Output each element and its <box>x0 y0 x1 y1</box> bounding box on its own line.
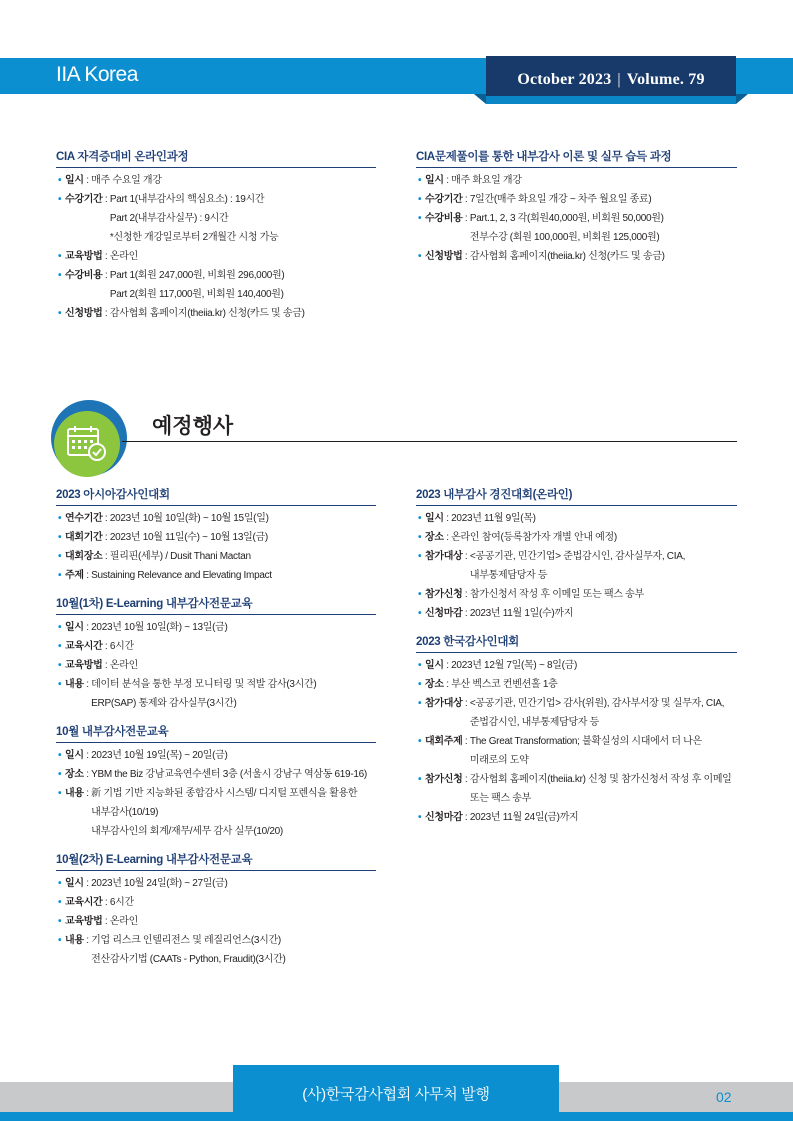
info-colon: : <box>443 660 452 671</box>
info-label: 참가대상 <box>425 698 463 709</box>
info-value <box>470 732 702 770</box>
info-colon: : <box>462 736 470 747</box>
info-value <box>451 656 577 675</box>
info-line: 6시간 <box>109 641 134 652</box>
info-label: 참가신청 <box>425 589 463 600</box>
info-line: *신청한 개강일로부터 2개월간 시청 가능 <box>109 232 279 243</box>
info-colon: : <box>83 679 92 690</box>
block-title: CIA문제풀이를 통한 내부감사 이론 및 실무 습득 과정 <box>416 149 737 168</box>
info-colon: : <box>462 213 470 224</box>
info-row <box>416 247 737 266</box>
info-line: Part 2(내부감사실무) : 9시간 <box>109 213 229 224</box>
info-line: 2023년 11월 24일(금)까지 <box>469 812 579 823</box>
bullet-icon: • <box>418 194 422 205</box>
info-line: <공공기관, 민간기업> 감사(위원), 감사부서장 및 실무자, CIA, <box>469 698 725 709</box>
bullet-icon: • <box>58 175 62 186</box>
info-row <box>56 931 376 969</box>
info-colon: : <box>102 308 110 319</box>
bullet-icon: • <box>58 769 62 780</box>
info-line: 2023년 11월 1일(수)까지 <box>469 608 574 619</box>
info-line: 6시간 <box>109 897 134 908</box>
info-colon: : <box>102 916 110 927</box>
info-label: 일시 <box>65 175 84 186</box>
issue-date: October 2023 <box>517 71 612 88</box>
bullet-icon: • <box>58 251 62 262</box>
bullet-icon: • <box>418 213 422 224</box>
info-value <box>91 765 367 784</box>
info-label: 주제 <box>65 570 84 581</box>
info-value <box>470 770 732 808</box>
info-value <box>110 893 134 912</box>
info-label: 수강기간 <box>65 194 103 205</box>
info-row <box>56 190 376 247</box>
info-line: 내부감사인의 회계/재무/세무 감사 실무(10/20) <box>91 826 283 837</box>
info-value <box>451 171 521 190</box>
bullet-icon: • <box>418 774 422 785</box>
info-colon: : <box>462 589 470 600</box>
info-value <box>470 209 664 247</box>
info-line: 또는 팩스 송부 <box>469 793 532 804</box>
publisher-box <box>233 1065 559 1121</box>
bullet-icon: • <box>58 532 62 543</box>
info-colon: : <box>443 175 452 186</box>
info-colon: : <box>102 270 110 281</box>
info-colon: : <box>83 788 92 799</box>
bullet-icon: • <box>418 551 422 562</box>
bullet-icon: • <box>418 679 422 690</box>
bullet-icon: • <box>418 513 422 524</box>
info-colon: : <box>443 679 452 690</box>
info-line: 미래로의 도약 <box>469 755 529 766</box>
bullet-icon: • <box>58 878 62 889</box>
info-label: 신청방법 <box>65 308 103 319</box>
info-row <box>416 770 737 808</box>
info-line: 2023년 11월 9일(목) <box>451 513 536 524</box>
info-label: 일시 <box>65 878 84 889</box>
info-row <box>56 171 376 190</box>
info-line: 감사협회 홈페이지(theiia.kr) 신청(카드 및 송금) <box>109 308 305 319</box>
info-line: 2023년 10월 10일(화) ~ 13일(금) <box>91 622 228 633</box>
info-colon: : <box>462 698 470 709</box>
info-line: 전부수강 (회원 100,000원, 비회원 125,000원) <box>469 232 660 243</box>
info-row <box>416 604 737 623</box>
info-line: 온라인 <box>109 251 138 262</box>
bullet-icon: • <box>418 589 422 600</box>
bullet-icon: • <box>58 513 62 524</box>
bullet-icon: • <box>58 570 62 581</box>
info-row <box>416 209 737 247</box>
info-label: 대회주제 <box>425 736 463 747</box>
info-row <box>56 547 376 566</box>
info-line: Part.1, 2, 3 각(회원40,000원, 비회원 50,000원) <box>469 213 664 224</box>
info-row <box>416 656 737 675</box>
info-row <box>416 732 737 770</box>
info-line: 감사협회 홈페이지(theiia.kr) 신청(카드 및 송금) <box>469 251 665 262</box>
info-line: 新 기법 기반 지능화된 종합감사 시스템/ 디지털 포렌식을 활용한 <box>91 788 358 799</box>
info-line: 2023년 10월 11일(수) ~ 10월 13일(금) <box>109 532 268 543</box>
publisher-text: (사)한국감사협회 사무처 발행 <box>302 1085 490 1103</box>
info-value <box>110 247 138 266</box>
info-line: 참가신청서 작성 후 이메일 또는 팩스 송부 <box>469 589 644 600</box>
info-line: ERP(SAP) 통제와 감사실무(3시간) <box>91 698 237 709</box>
info-row <box>416 808 737 827</box>
info-line: 2023년 10월 19일(목) ~ 20일(금) <box>91 750 228 761</box>
info-value <box>470 585 644 604</box>
info-value <box>470 247 665 266</box>
info-row <box>416 171 737 190</box>
info-line: 필리핀(세부) / Dusit Thani Mactan <box>109 551 251 562</box>
info-line: 온라인 <box>109 916 138 927</box>
info-label: 내용 <box>65 788 84 799</box>
event-block <box>416 634 737 827</box>
info-line: 준법감시인, 내부통제담당자 등 <box>469 717 600 728</box>
info-row <box>416 190 737 209</box>
info-value <box>110 304 305 323</box>
bullet-icon: • <box>418 251 422 262</box>
info-row <box>56 304 376 323</box>
events-right-column <box>416 487 737 827</box>
info-line: 온라인 <box>109 660 138 671</box>
info-line: The Great Transformation; 불확실성의 시대에서 더 나은 <box>469 736 702 747</box>
info-label: 일시 <box>65 622 84 633</box>
info-label: 참가신청 <box>425 774 463 785</box>
info-row <box>416 675 737 694</box>
info-value <box>451 528 617 547</box>
info-row <box>56 528 376 547</box>
info-label: 일시 <box>425 175 444 186</box>
block-title: 10월 내부감사전문교육 <box>56 724 376 743</box>
info-value <box>91 675 316 713</box>
page-number: 02 <box>716 1089 732 1105</box>
bullet-icon: • <box>58 194 62 205</box>
info-colon: : <box>462 774 470 785</box>
info-line: 부산 벡스코 컨벤션홀 1층 <box>451 679 558 690</box>
info-label: 일시 <box>425 660 444 671</box>
block-title: CIA 자격증대비 온라인과정 <box>56 149 376 168</box>
block-title: 2023 한국감사인대회 <box>416 634 737 653</box>
info-line: Part 1(내부감사의 핵심요소) : 19시간 <box>109 194 265 205</box>
info-colon: : <box>462 194 470 205</box>
info-value <box>470 190 652 209</box>
logo: IIA Korea <box>56 63 138 86</box>
info-value <box>110 656 138 675</box>
bullet-icon: • <box>58 551 62 562</box>
info-value <box>451 675 557 694</box>
info-row <box>56 247 376 266</box>
info-row <box>416 694 737 732</box>
block-title: 10월(1차) E-Learning 내부감사전문교육 <box>56 596 376 615</box>
info-line: 2023년 10월 24일(화) ~ 27일(금) <box>91 878 228 889</box>
info-colon: : <box>83 622 92 633</box>
info-row <box>56 912 376 931</box>
info-line: 내부감사(10/19) <box>91 807 159 818</box>
info-colon: : <box>443 513 452 524</box>
info-row <box>56 746 376 765</box>
info-value <box>110 190 279 247</box>
issue-volume: Volume. 79 <box>626 71 705 88</box>
info-label: 신청마감 <box>425 608 463 619</box>
info-line: 온라인 참여(등록참가자 개별 안내 예정) <box>451 532 617 543</box>
info-row <box>56 266 376 304</box>
bullet-icon: • <box>58 622 62 633</box>
info-row <box>416 585 737 604</box>
info-colon: : <box>443 532 452 543</box>
bullet-icon: • <box>418 532 422 543</box>
info-value <box>91 931 285 969</box>
info-line: 매주 수요일 개강 <box>91 175 162 186</box>
info-line: 감사협회 홈페이지(theiia.kr) 신청 및 참가신청서 작성 후 이메일 <box>469 774 732 785</box>
event-block <box>56 852 376 969</box>
info-label: 내용 <box>65 935 84 946</box>
info-row <box>56 566 376 585</box>
info-row <box>56 637 376 656</box>
info-colon: : <box>102 513 110 524</box>
info-line: 기업 리스크 인텔리전스 및 레질리언스(3시간) <box>91 935 281 946</box>
fold-left <box>474 94 486 104</box>
info-value <box>91 566 272 585</box>
bullet-icon: • <box>418 175 422 186</box>
calendar-check-icon <box>64 423 108 463</box>
issue-label <box>486 56 736 104</box>
info-line: 전산감사기법 (CAATs - Python, Fraudit)(3시간) <box>91 954 286 965</box>
info-value <box>110 528 268 547</box>
info-line: 내부통제담당자 등 <box>469 570 548 581</box>
info-colon: : <box>102 551 110 562</box>
info-label: 장소 <box>425 679 444 690</box>
bullet-icon: • <box>418 812 422 823</box>
info-colon: : <box>102 532 110 543</box>
info-line: 데이터 분석을 통한 부정 모니터링 및 적발 감사(3시간) <box>91 679 317 690</box>
info-label: 신청마감 <box>425 812 463 823</box>
info-label: 대회장소 <box>65 551 103 562</box>
block-title: 2023 내부감사 경진대회(온라인) <box>416 487 737 506</box>
bullet-icon: • <box>418 608 422 619</box>
bullet-icon: • <box>58 641 62 652</box>
info-colon: : <box>102 194 110 205</box>
info-label: 수강기간 <box>425 194 463 205</box>
info-value <box>110 637 134 656</box>
info-line: Part 1(회원 247,000원, 비회원 296,000원) <box>109 270 285 281</box>
info-row <box>56 893 376 912</box>
block-title: 2023 아시아감사인대회 <box>56 487 376 506</box>
info-label: 교육방법 <box>65 916 103 927</box>
bullet-icon: • <box>58 308 62 319</box>
bullet-icon: • <box>418 698 422 709</box>
info-line: 2023년 10월 10일(화) ~ 10월 15일(일) <box>109 513 269 524</box>
bullet-icon: • <box>418 660 422 671</box>
info-row <box>416 509 737 528</box>
issue-separator: | <box>617 71 621 88</box>
event-block <box>56 487 376 585</box>
bullet-icon: • <box>58 660 62 671</box>
info-label: 수강비용 <box>425 213 463 224</box>
info-row <box>56 618 376 637</box>
info-label: 수강비용 <box>65 270 103 281</box>
info-line: Sustaining Relevance and Elevating Impact <box>91 570 272 581</box>
info-value <box>110 547 251 566</box>
section-title: 예정행사 <box>152 415 234 438</box>
info-label: 장소 <box>425 532 444 543</box>
bullet-icon: • <box>58 935 62 946</box>
bullet-icon: • <box>58 679 62 690</box>
bullet-icon: • <box>58 788 62 799</box>
info-label: 내용 <box>65 679 84 690</box>
info-colon: : <box>83 570 92 581</box>
info-colon: : <box>83 175 92 186</box>
events-left-column <box>56 487 376 969</box>
info-colon: : <box>83 769 92 780</box>
info-value <box>91 746 227 765</box>
info-value <box>470 604 573 623</box>
info-colon: : <box>462 251 470 262</box>
bullet-icon: • <box>58 750 62 761</box>
info-row <box>56 656 376 675</box>
info-row <box>416 547 737 585</box>
block-title: 10월(2차) E-Learning 내부감사전문교육 <box>56 852 376 871</box>
info-value <box>91 874 227 893</box>
bullet-icon: • <box>58 270 62 281</box>
info-row <box>56 509 376 528</box>
bullet-icon: • <box>58 916 62 927</box>
info-row <box>56 765 376 784</box>
top-right-block <box>416 149 737 266</box>
info-label: 교육방법 <box>65 660 103 671</box>
info-row <box>56 784 376 841</box>
fold-right <box>736 94 748 104</box>
event-block <box>416 487 737 623</box>
info-label: 교육시간 <box>65 897 103 908</box>
info-colon: : <box>83 878 92 889</box>
event-block <box>56 596 376 713</box>
info-value <box>451 509 536 528</box>
info-value <box>91 618 227 637</box>
info-label: 교육방법 <box>65 251 103 262</box>
info-value <box>110 266 284 304</box>
info-value <box>110 509 269 528</box>
info-line: Part 2(회원 117,000원, 비회원 140,400원) <box>109 289 284 300</box>
event-block <box>56 724 376 841</box>
section-divider <box>122 441 737 442</box>
info-value <box>91 171 161 190</box>
info-line: 7일간(매주 화요일 개강 ~ 차주 월요일 종료) <box>469 194 652 205</box>
info-label: 참가대상 <box>425 551 463 562</box>
info-label: 일시 <box>65 750 84 761</box>
info-line: <공공기관, 민간기업> 준법감시인, 감사실무자, CIA, <box>469 551 686 562</box>
info-line: YBM the Biz 강남교육연수센터 3층 (서울시 강남구 역삼동 619-16) <box>91 769 367 780</box>
info-colon: : <box>83 750 92 761</box>
info-row <box>56 874 376 893</box>
info-colon: : <box>102 251 110 262</box>
info-colon: : <box>102 641 110 652</box>
info-value <box>91 784 357 841</box>
info-value <box>470 694 724 732</box>
bullet-icon: • <box>58 897 62 908</box>
info-colon: : <box>462 812 470 823</box>
info-value <box>470 547 685 585</box>
info-label: 교육시간 <box>65 641 103 652</box>
info-label: 대회기간 <box>65 532 103 543</box>
info-colon: : <box>462 551 470 562</box>
info-line: 2023년 12월 7일(목) ~ 8일(금) <box>451 660 577 671</box>
bullet-icon: • <box>418 736 422 747</box>
info-value <box>110 912 138 931</box>
info-colon: : <box>102 897 110 908</box>
info-value <box>470 808 579 827</box>
info-label: 일시 <box>425 513 444 524</box>
info-colon: : <box>83 935 92 946</box>
info-label: 장소 <box>65 769 84 780</box>
info-line: 매주 화요일 개강 <box>451 175 522 186</box>
info-colon: : <box>102 660 110 671</box>
info-row <box>416 528 737 547</box>
info-row <box>56 675 376 713</box>
info-colon: : <box>462 608 470 619</box>
info-label: 신청방법 <box>425 251 463 262</box>
info-label: 연수기간 <box>65 513 103 524</box>
top-left-block <box>56 149 376 323</box>
